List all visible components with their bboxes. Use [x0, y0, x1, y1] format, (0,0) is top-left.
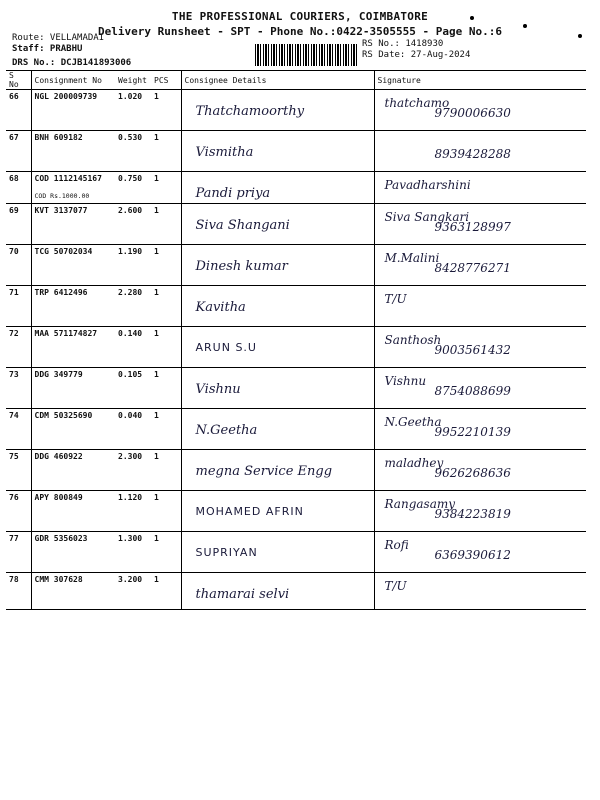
rs-number: RS No.: 1418930 [362, 39, 444, 49]
pcs-cell: 1 [151, 491, 181, 532]
weight-cell: 2.300 [115, 450, 151, 491]
consignment-cell [31, 491, 115, 532]
weight-cell: 1.190 [115, 245, 151, 286]
sno-cell: 72 [6, 327, 31, 368]
signature-phone: 8939428288 [434, 147, 511, 161]
consignee-cell [181, 368, 374, 409]
signature-name: Pavadharshini [384, 178, 471, 192]
weight-cell: 0.105 [115, 368, 151, 409]
consignee-name: Vismitha [195, 145, 254, 160]
consignee-name: Dinesh kumar [195, 259, 288, 274]
signature-phone: 8428776271 [434, 261, 511, 275]
table-row [6, 409, 586, 450]
consignment-number: TCG 50702034 [34, 247, 93, 256]
runsheet-table [6, 70, 586, 610]
table-row [6, 90, 586, 131]
weight-cell: 0.530 [115, 131, 151, 172]
sno-cell: 67 [6, 131, 31, 172]
consignee-cell [181, 409, 374, 450]
consignment-cell [31, 327, 115, 368]
col-header-weight: Weight [115, 71, 151, 90]
consignment-number: DDG 460922 [34, 452, 83, 461]
signature-cell [374, 327, 586, 368]
consignment-number: APY 800849 [34, 493, 83, 502]
signature-phone: 6369390612 [434, 548, 511, 562]
signature-cell [374, 573, 586, 610]
weight-cell: 0.750 [115, 172, 151, 204]
weight-cell: 1.300 [115, 532, 151, 573]
sno-cell: 76 [6, 491, 31, 532]
runsheet-subtitle: Delivery Runsheet - SPT - Phone No.:0422-3505555 - Page No.:6 [98, 25, 502, 38]
table-row [6, 368, 586, 409]
consignment-cell [31, 172, 115, 204]
col-header-consignment: Consignment No [31, 71, 115, 90]
consignee-cell [181, 532, 374, 573]
signature-name: N.Geetha [384, 415, 442, 429]
consignment-cell [31, 131, 115, 172]
pcs-cell: 1 [151, 368, 181, 409]
pcs-cell: 1 [151, 90, 181, 131]
consignee-name: MOHAMED AFRIN [195, 505, 304, 518]
consignment-number: BNH 609182 [34, 133, 83, 142]
consignee-name: Siva Shangani [195, 218, 290, 233]
pcs-cell: 1 [151, 327, 181, 368]
pcs-cell: 1 [151, 450, 181, 491]
table-row [6, 204, 586, 245]
signature-name: Rangasamy [384, 497, 455, 511]
consignee-cell [181, 286, 374, 327]
drs-number: DRS No.: DCJB141893006 [12, 58, 132, 68]
table-row [6, 573, 586, 610]
consignment-cell [31, 409, 115, 450]
pcs-cell: 1 [151, 286, 181, 327]
signature-cell [374, 491, 586, 532]
consignee-name: ARUN S.U [195, 341, 257, 354]
table-row [6, 327, 586, 368]
signature-phone: 9003561432 [434, 343, 511, 357]
sno-cell: 70 [6, 245, 31, 286]
signature-name: Rofi [384, 538, 409, 552]
col-header-pcs: PCS [151, 71, 181, 90]
weight-cell: 1.020 [115, 90, 151, 131]
table-row [6, 131, 586, 172]
signature-cell [374, 90, 586, 131]
signature-cell [374, 204, 586, 245]
consignee-cell [181, 131, 374, 172]
pcs-cell: 1 [151, 409, 181, 450]
sno-cell: 78 [6, 573, 31, 610]
consignment-cell [31, 245, 115, 286]
consignment-number: CMM 307628 [34, 575, 83, 584]
signature-cell [374, 368, 586, 409]
route-label: Route: VELLAMADAI [12, 33, 105, 43]
col-header-consignee: Consignee Details [181, 71, 374, 90]
consignment-number: GDR 5356023 [34, 534, 88, 543]
consignment-cell [31, 204, 115, 245]
scan-dot [578, 34, 582, 38]
pcs-cell: 1 [151, 204, 181, 245]
scan-dot [523, 24, 527, 28]
signature-name: M.Malini [384, 251, 440, 265]
col-header-sno: S No [6, 71, 31, 90]
consignee-name: SUPRIYAN [195, 546, 258, 559]
consignee-cell [181, 491, 374, 532]
signature-cell [374, 131, 586, 172]
cod-amount: COD Rs.1000.00 [34, 192, 90, 200]
rs-date: RS Date: 27-Aug-2024 [362, 50, 471, 60]
signature-phone: 9626268636 [434, 466, 511, 480]
table-body [6, 90, 586, 610]
sno-cell: 74 [6, 409, 31, 450]
signature-phone: 9363128997 [434, 220, 511, 234]
consignee-name: megna Service Engg [195, 464, 333, 479]
consignment-cell [31, 450, 115, 491]
sno-cell: 75 [6, 450, 31, 491]
consignee-cell [181, 450, 374, 491]
signature-phone: 9952210139 [434, 425, 511, 439]
table-row [6, 286, 586, 327]
consignee-name: thamarai selvi [195, 587, 290, 602]
pcs-cell: 1 [151, 245, 181, 286]
sno-cell: 66 [6, 90, 31, 131]
signature-name: T/U [384, 579, 407, 593]
sno-cell: 73 [6, 368, 31, 409]
col-header-signature: Signature [374, 71, 586, 90]
signature-phone: 9790006630 [434, 106, 511, 120]
consignment-cell [31, 90, 115, 131]
table-row [6, 172, 586, 204]
signature-name: maladhey [384, 456, 444, 470]
weight-cell: 0.040 [115, 409, 151, 450]
table-row [6, 491, 586, 532]
consignment-cell [31, 532, 115, 573]
consignee-name: Kavitha [195, 300, 246, 315]
signature-name: T/U [384, 292, 407, 306]
pcs-cell: 1 [151, 131, 181, 172]
consignee-name: N.Geetha [195, 423, 258, 438]
weight-cell: 0.140 [115, 327, 151, 368]
consignment-number: TRP 6412496 [34, 288, 88, 297]
weight-cell: 3.200 [115, 573, 151, 610]
signature-cell [374, 245, 586, 286]
signature-cell [374, 286, 586, 327]
consignment-number: DDG 349779 [34, 370, 83, 379]
consignee-cell [181, 90, 374, 131]
signature-cell [374, 172, 586, 204]
consignee-cell [181, 573, 374, 610]
consignment-number: COD 1112145167 [34, 174, 102, 183]
consignment-number: MAA 571174827 [34, 329, 98, 338]
consignment-cell [31, 286, 115, 327]
signature-name: Siva Sangkari [384, 210, 470, 224]
pcs-cell: 1 [151, 573, 181, 610]
consignment-number: NGL 200009739 [34, 92, 98, 101]
signature-cell [374, 450, 586, 491]
signature-name: Vishnu [384, 374, 427, 388]
sno-cell: 68 [6, 172, 31, 204]
consignee-cell [181, 172, 374, 204]
consignee-name: Thatchamoorthy [195, 104, 305, 119]
consignment-number: KVT 3137077 [34, 206, 88, 215]
barcode [255, 44, 357, 66]
signature-name: thatchamo [384, 96, 450, 110]
signature-phone: 8754088699 [434, 384, 511, 398]
consignee-name: Vishnu [195, 382, 241, 397]
consignee-name: Pandi priya [195, 186, 271, 201]
weight-cell: 1.120 [115, 491, 151, 532]
consignment-cell [31, 368, 115, 409]
consignee-cell [181, 327, 374, 368]
sno-cell: 77 [6, 532, 31, 573]
consignment-cell [31, 573, 115, 610]
sno-cell: 69 [6, 204, 31, 245]
table-row [6, 450, 586, 491]
sno-cell: 71 [6, 286, 31, 327]
scan-dot [470, 16, 474, 20]
pcs-cell: 1 [151, 172, 181, 204]
weight-cell: 2.600 [115, 204, 151, 245]
company-title: THE PROFESSIONAL COURIERS, COIMBATORE [171, 10, 429, 23]
signature-cell [374, 409, 586, 450]
table-header-row [6, 71, 586, 90]
signature-name: Santhosh [384, 333, 442, 347]
table-row [6, 245, 586, 286]
signature-phone: 9384223819 [434, 507, 511, 521]
pcs-cell: 1 [151, 532, 181, 573]
staff-label: Staff: PRABHU [12, 44, 83, 54]
consignment-number: CDM 50325690 [34, 411, 93, 420]
consignee-cell [181, 245, 374, 286]
weight-cell: 2.280 [115, 286, 151, 327]
consignee-cell [181, 204, 374, 245]
signature-cell [374, 532, 586, 573]
table-row [6, 532, 586, 573]
